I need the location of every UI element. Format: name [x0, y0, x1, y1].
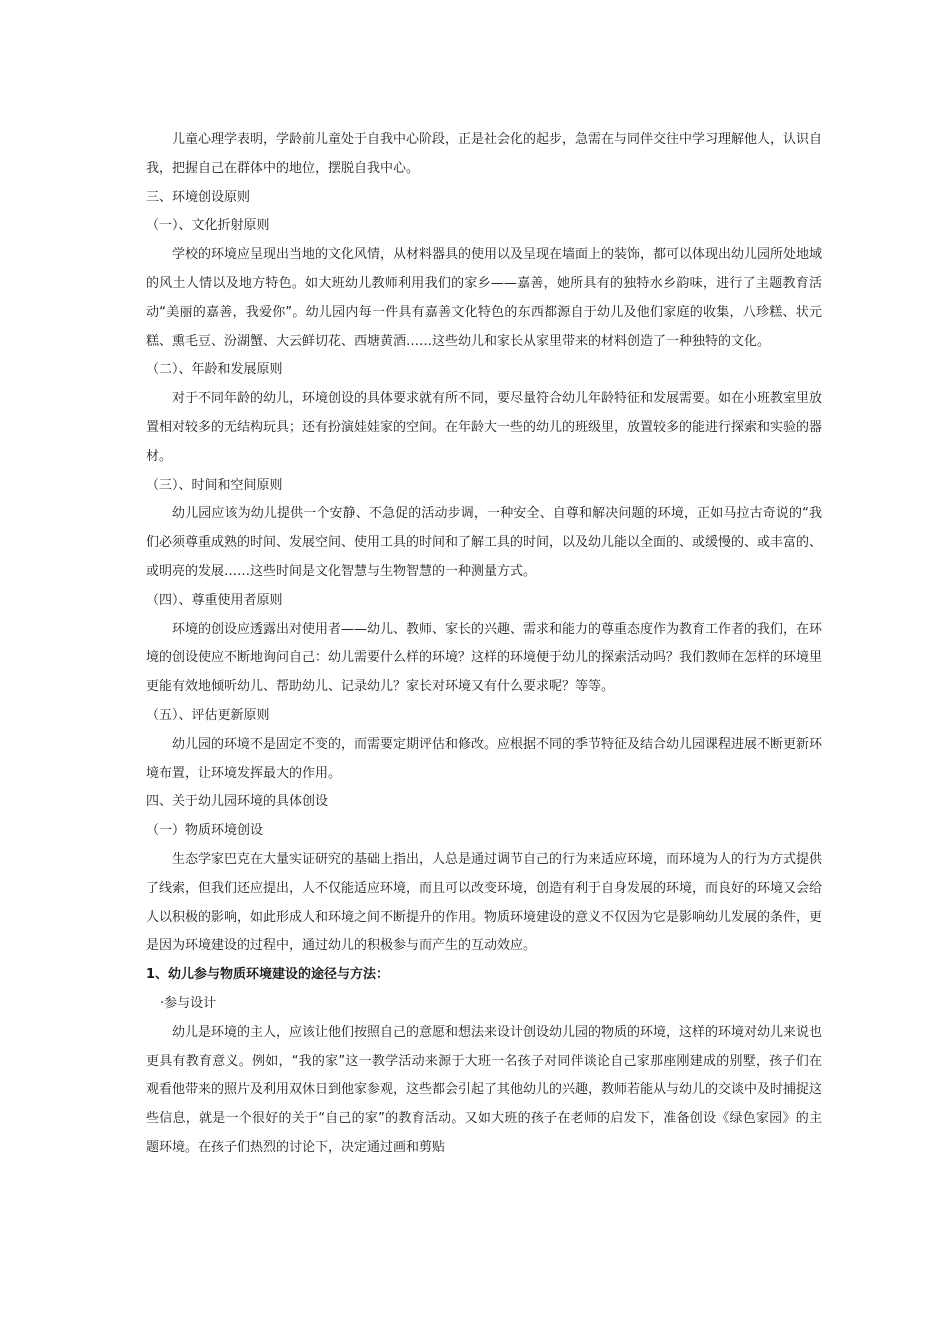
paragraph-design: 幼儿是环境的主人，应该让他们按照自己的意愿和想法来设计创设幼儿园的物质的环境，这样的环境对幼儿来说也更具有教育意义。例如，“我的家”这一教学活动来源于大班一名孩子对同伴谈论自己家那座刚建成的别墅，孩子们在观看他带来的照片及利用双休日到他家参观，这些都会引起了其他幼儿的兴趣，教师若能从与幼儿的交谈中及时捕捉这些信息，就是一个很好的关于“自己的家”的教育活动。又如大班的孩子在老师的启发下，准备创设《绿色家园》的主题环境。在孩子们热烈的讨论下，决定通过画和剪贴: [146, 1024, 823, 1155]
paragraph-evaluation: 幼儿园的环境不是固定不变的，而需要定期评估和修改。应根据不同的季节特征及结合幼儿园课程进展不断更新环境布置，让环境发挥最大的作用。: [146, 736, 823, 781]
subheading-evaluation: （五）、评估更新原则: [146, 707, 270, 723]
paragraph-culture: 学校的环境应呈现出当地的文化风情，从材料器具的使用以及呈现在墙面上的装饰，都可以体现出幼儿园所处地域的风土人情以及地方特色。如大班幼儿教师利用我们的家乡——嘉善，她所具有的独特水乡韵味，进行了主题教育活动“美丽的嘉善，我爱你”。幼儿园内每一件具有嘉善文化特色的东西都源自于幼儿及他们家庭的收集，八珍糕、状元糕、熏毛豆、汾湖蟹、大云鲜切花、西塘黄酒……这些幼儿和家长从家里带来的材料创造了一种独特的文化。: [146, 247, 823, 349]
section-heading-principles: 三、环境创设原则: [146, 189, 251, 205]
paragraph-age: 对于不同年龄的幼儿，环境创设的具体要求就有所不同，要尽量符合幼儿年龄特征和发展需要。如在小班教室里放置相对较多的无结构玩具；还有扮演娃娃家的空间。在年龄大一些的幼儿的班级里，放置较多的能进行探索和实验的器材。: [146, 391, 823, 464]
document-body: [146, 126, 822, 1163]
subheading-physical: （一）物质环境创设: [146, 823, 264, 839]
subheading-respect: （四）、尊重使用者原则: [146, 592, 283, 608]
paragraph-respect: 环境的创设应透露出对使用者——幼儿、教师、家长的兴趣、需求和能力的尊重态度作为教育工作者的我们，在环境的创设使应不断地询问自己：幼儿需要什么样的环境？这样的环境便于幼儿的探索活动吗？我们教师在怎样的环境里更能有效地倾听幼儿、帮助幼儿、记录幼儿？家长对环境又有什么要求呢？等等。: [146, 621, 823, 695]
paragraph-child-psychology: 儿童心理学表明，学龄前儿童处于自我中心阶段，正是社会化的起步，急需在与同伴交往中学习理解他人，认识自我，把握自己在群体中的地位，摆脱自我中心。: [146, 132, 823, 176]
paragraph-physical: 生态学家巴克在大量实证研究的基础上指出，人总是通过调节自己的行为来适应环境，而环境为人的行为方式提供了线索，但我们还应提出，人不仅能适应环境，而且可以改变环境，创造有利于自身发展的环境，而良好的环境又会给人以积极的影响，如此形成人和环境之间不断提升的作用。物质环境建设的意义不仅因为它是影响幼儿发展的条件，更是因为环境建设的过程中，通过幼儿的积极参与而产生的互动效应。: [146, 851, 823, 954]
subheading-age: （二）、年龄和发展原则: [146, 362, 283, 378]
paragraph-time-space: 幼儿园应该为幼儿提供一个安静、不急促的活动步调，一种安全、自尊和解决问题的环境，正如马拉古奇说的“我们必须尊重成熟的时间、发展空间、使用工具的时间和了解工具的时间，以及幼儿能以全面的、或缓慢的、或丰富的、或明亮的发展……这些时间是文化智慧与生物智慧的一种测量方式。: [146, 506, 823, 579]
numbered-heading-participation: 1、幼儿参与物质环境建设的途径与方法：: [146, 967, 390, 983]
subheading-time-space: （三）、时间和空间原则: [146, 477, 283, 493]
section-heading-creation: 四、关于幼儿园环境的具体创设: [146, 794, 329, 810]
bullet-design: ·参与设计: [160, 995, 217, 1011]
subheading-culture: （一）、文化折射原则: [146, 218, 270, 234]
